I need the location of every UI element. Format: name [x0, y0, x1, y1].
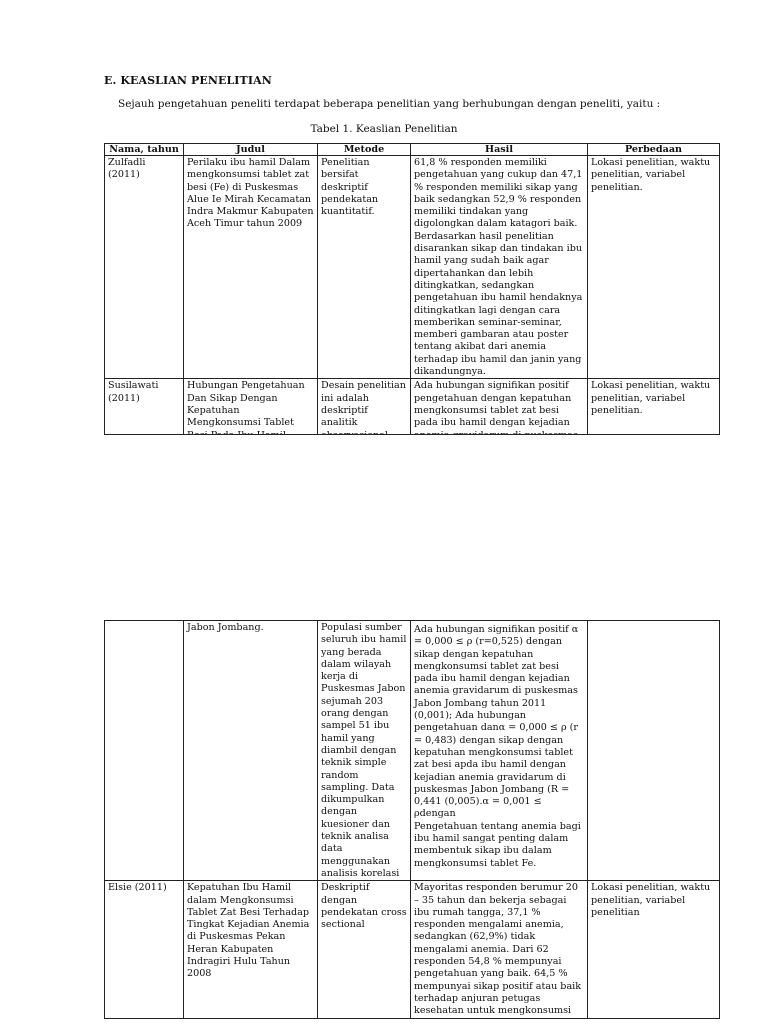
cell-metode: Penelitian bersifat deskriptif pendekatan kuantitatif.	[318, 156, 411, 379]
section-heading: E. KEASLIAN PENELITIAN	[104, 74, 272, 87]
page-gap	[0, 435, 768, 619]
cell-nama	[105, 621, 184, 881]
cell-judul: Kepatuhan Ibu Hamil dalam Mengkonsumsi Tablet Zat Besi Terhadap Tingkat Kejadian Anemia di Puskesmas Pekan Heran Kabupaten Indragiri Hulu Tahun 2008	[184, 881, 318, 1018]
table-row	[105, 156, 720, 379]
header-perbedaan: Perbedaan	[588, 144, 720, 156]
originality-table-part-1	[104, 143, 720, 456]
cell-perbedaan-text: Lokasi penelitian, waktu penelitian, variabel penelitian.	[591, 380, 711, 416]
cell-perbedaan	[588, 621, 720, 881]
table-header-row	[105, 144, 720, 156]
cell-hasil: 61,8 % responden memiliki pengetahuan yang cukup dan 47,1 % responden memiliki sikap yang baik sedangkan 52,9 % responden memiliki tindakan yang digolongkan dalam katagori baik. Berdasarkan hasil penelitian disarankan sikap dan tindakan ibu hamil yang sudah baik agar dipertahankan dan lebih ditingkatkan, sedangkan pengetahuan ibu hamil hendaknya ditingkatkan lagi dengan cara memberikan seminar-seminar, memberi gambaran atau poster tentang akibat dari anemia terhadap ibu hamil dan janin yang dikandungnya.	[411, 156, 588, 379]
table-caption: Tabel 1. Keaslian Penelitian	[310, 123, 458, 135]
cell-metode: Deskriptif dengan pendekatan cross sectional	[318, 881, 411, 1018]
cell-hasil	[411, 621, 588, 881]
cell-perbedaan: Lokasi penelitian, waktu penelitian, variabel penelitian	[588, 881, 720, 1018]
table-row	[105, 881, 720, 1018]
header-metode: Metode	[318, 144, 411, 156]
originality-table-part-2	[104, 620, 720, 1019]
cell-perbedaan: Lokasi penelitian, waktu penelitian, variabel penelitian.	[588, 156, 720, 379]
header-judul: Judul	[184, 144, 318, 156]
cell-judul-text: Hubungan Pengetahuan Dan Sikap Dengan Kepatuhan Mengkonsumsi Tablet	[187, 380, 305, 429]
cell-judul: Perilaku ibu hamil Dalam mengkonsumsi tablet zat besi (Fe) di Puskesmas Alue Ie Mirah Kecamatan Indra Makmur Kabupaten Aceh Timur tahun 2009	[184, 156, 318, 379]
cell-hasil-text-continued: Pengetahuan tentang anemia bagi ibu hamil sangat penting dalam membentuk sikap ibu dalam mengkonsumsi tablet Fe.	[414, 820, 581, 869]
cell-nama: Zulfadli (2011)	[105, 156, 184, 379]
cell-nama: Elsie (2011)	[105, 881, 184, 1018]
cell-metode: Populasi sumber seluruh ibu hamil yang berada dalam wilayah kerja di Puskesmas Jabon sejumah 203 orang dengan sampel 51 ibu hamil yang diambil dengan teknik simple random sampling. Data dikumpulkan dengan kuesioner dan teknik analisa data menggunakan analisis korelasi	[318, 621, 411, 881]
intro-paragraph: Sejauh pengetahuan peneliti terdapat beberapa penelitian yang berhubungan dengan peneliti, yaitu :	[118, 98, 661, 110]
header-hasil: Hasil	[411, 144, 588, 156]
table-row	[105, 621, 720, 881]
cell-hasil-text: Ada hubungan signifikan positif pengetahuan dengan kepatuhan mengkonsumsi tablet zat besi pada ibu hamil dengan kejadian	[414, 380, 572, 429]
cell-judul: Jabon Jombang.	[184, 621, 318, 881]
cell-hasil: Mayoritas responden berumur 20 – 35 tahun dan bekerja sebagai ibu rumah tangga, 37,1 % responden mengalami anemia, sedangkan (62,9%) tidak mengalami anemia. Dari 62 responden 54,8 % mempunyai pengetahuan yang baik. 64,5 % mempunyai sikap positif atau baik terhadap anjuran petugas kesehatan untuk mengkonsumsi	[411, 881, 588, 1018]
cell-nama-text: Susilawati (2011)	[108, 380, 159, 404]
cell-hasil-text: Ada hubungan signifikan positif α = 0,000 ≤ ρ (r=0,525) dengan sikap dengan kepatuhan mengkonsumsi tablet zat besi pada ibu hamil dengan kejadian anemia gravidarum di puskesmas Jabon Jombang tahun 2011 (0,001); Ada hubungan pengetahuan danα = 0,000 ≤ ρ (r = 0,483) dengan sikap dengan kepatuhan mengkonsumsi tablet zat besi apda ibu hamil dengan kejadian anemia gravidarum di puskesmas Jabon Jombang (R = 0,441 (0,005).α = 0,001 ≤ ρdengan	[414, 624, 579, 820]
cell-metode-text: Desain penelitian ini adalah deskriptif analitik	[321, 380, 406, 429]
header-nama-tahun: Nama, tahun	[105, 144, 184, 156]
